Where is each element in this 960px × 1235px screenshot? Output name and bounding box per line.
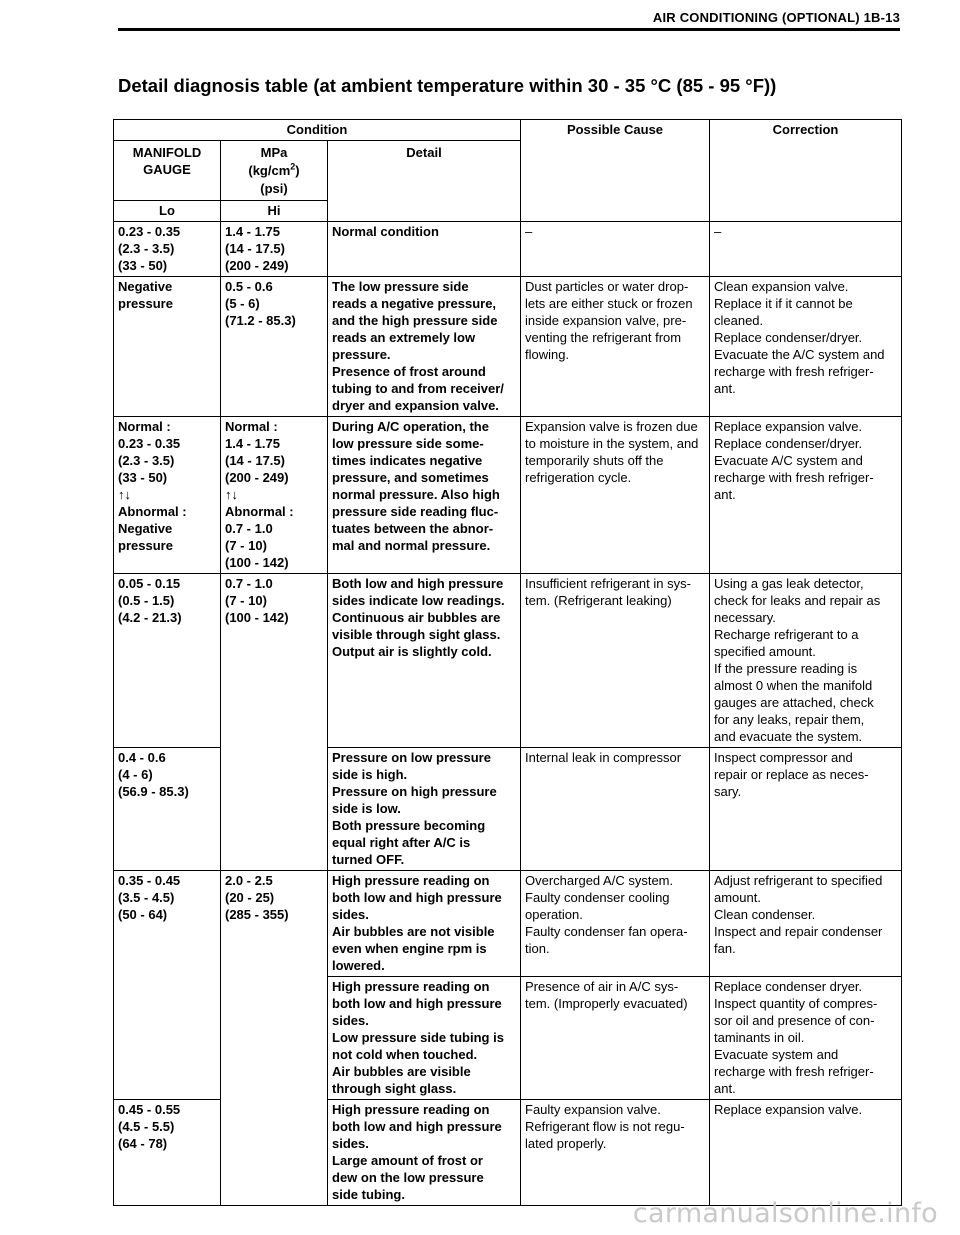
header-psi: (psi) xyxy=(260,181,288,196)
cell-cause: – xyxy=(521,222,710,277)
page-title: Detail diagnosis table (at ambient temperature within 30 - 35 °C (85 - 95 °F)) xyxy=(118,75,777,96)
cell-cause: Presence of air in A/C sys- tem. (Improperly evacuated) xyxy=(521,977,710,1100)
cell-lo: 0.05 - 0.15 (0.5 - 1.5) (4.2 - 21.3) xyxy=(114,574,221,748)
cell-correction: – xyxy=(710,222,902,277)
cell-cause: Dust particles or water drop- lets are either stuck or frozen inside expansion valve, pre- venting the refrigerant from flowing. xyxy=(521,277,710,417)
cell-detail: During A/C operation, the low pressure side some- times indicates negative pressure, and sometimes normal pressure. Also high pressure side reading fluc- tuates between the abnor- mal and normal pressure. xyxy=(328,417,521,574)
header-possible-cause: Possible Cause xyxy=(521,120,710,222)
cell-detail: Both low and high pressure sides indicate low readings. Continuous air bubbles are visible through sight glass. Output air is slightly cold. xyxy=(328,574,521,748)
header-rule xyxy=(118,28,900,31)
page-header: AIR CONDITIONING (OPTIONAL) 1B-13 xyxy=(652,10,900,25)
cell-hi: 0.5 - 0.6 (5 - 6) (71.2 - 85.3) xyxy=(221,277,328,417)
table-row xyxy=(114,574,902,748)
header-kgcm: $(kg/cm^2)$ xyxy=(248,161,300,178)
watermark: carmanualsonline.info xyxy=(632,1198,938,1229)
cell-lo: 0.4 - 0.6 (4 - 6) (56.9 - 85.3) xyxy=(114,748,221,871)
cell-correction: Replace expansion valve. xyxy=(710,1100,902,1206)
table-row xyxy=(114,871,902,977)
cell-correction: Inspect compressor and repair or replace as neces- sary. xyxy=(710,748,902,871)
cell-lo: 0.35 - 0.45 (3.5 - 4.5) (50 - 64) xyxy=(114,871,221,1100)
header-correction: Correction xyxy=(710,120,902,222)
header-mpa-units xyxy=(221,141,328,201)
cell-cause: Internal leak in compressor xyxy=(521,748,710,871)
header-detail: Detail xyxy=(328,141,521,222)
cell-detail: High pressure reading on both low and high pressure sides. Air bubbles are not visible even when engine rpm is lowered. xyxy=(328,871,521,977)
cell-lo: Normal : 0.23 - 0.35 (2.3 - 3.5) (33 - 50) ↑↓ Abnormal : Negative pressure xyxy=(114,417,221,574)
cell-correction: Replace condenser dryer. Inspect quantity of compres- sor oil and presence of con- taminants in oil. Evacuate system and recharge with fresh refriger- ant. xyxy=(710,977,902,1100)
cell-detail: High pressure reading on both low and high pressure sides. Low pressure side tubing is not cold when touched. Air bubbles are visible through sight glass. xyxy=(328,977,521,1100)
cell-correction: Clean expansion valve. Replace it if it cannot be cleaned. Replace condenser/dryer. Evacuate the A/C system and recharge with fresh refriger- ant. xyxy=(710,277,902,417)
cell-cause: Faulty expansion valve. Refrigerant flow is not regu- lated properly. xyxy=(521,1100,710,1206)
cell-hi: 1.4 - 1.75 (14 - 17.5) (200 - 249) xyxy=(221,222,328,277)
header-mpa: MPa xyxy=(260,145,288,160)
header-condition: Condition xyxy=(114,120,521,141)
cell-lo: Negative pressure xyxy=(114,277,221,417)
diagnosis-table xyxy=(113,119,902,1206)
table-header-row xyxy=(114,120,902,141)
cell-cause: Overcharged A/C system. Faulty condenser cooling operation. Faulty condenser fan opera- tion. xyxy=(521,871,710,977)
cell-correction: Using a gas leak detector, check for leaks and repair as necessary. Recharge refrigerant to a specified amount. If the pressure reading is almost 0 when the manifold gauges are attached, check for any leaks, repair them, and evacuate the system. xyxy=(710,574,902,748)
cell-correction: Adjust refrigerant to specified amount. Clean condenser. Inspect and repair condenser fan. xyxy=(710,871,902,977)
table-row xyxy=(114,417,902,574)
cell-detail: Pressure on low pressure side is high. Pressure on high pressure side is low. Both pressure becoming equal right after A/C is turned OFF. xyxy=(328,748,521,871)
cell-lo: 0.45 - 0.55 (4.5 - 5.5) (64 - 78) xyxy=(114,1100,221,1206)
table-row xyxy=(114,222,902,277)
cell-hi: Normal : 1.4 - 1.75 (14 - 17.5) (200 - 249) ↑↓ Abnormal : 0.7 - 1.0 (7 - 10) (100 - 142) xyxy=(221,417,328,574)
cell-lo: 0.23 - 0.35 (2.3 - 3.5) (33 - 50) xyxy=(114,222,221,277)
cell-cause: Expansion valve is frozen due to moisture in the system, and temporarily shuts off the refrigeration cycle. xyxy=(521,417,710,574)
cell-hi: 0.7 - 1.0 (7 - 10) (100 - 142) xyxy=(221,574,328,871)
cell-detail: High pressure reading on both low and high pressure sides. Large amount of frost or dew on the low pressure side tubing. xyxy=(328,1100,521,1206)
cell-correction: Replace expansion valve. Replace condenser/dryer. Evacuate A/C system and recharge with fresh refriger- ant. xyxy=(710,417,902,574)
cell-hi: 2.0 - 2.5 (20 - 25) (285 - 355) xyxy=(221,871,328,1206)
header-hi: Hi xyxy=(221,201,328,222)
header-lo: Lo xyxy=(114,201,221,222)
cell-cause: Insufficient refrigerant in sys- tem. (Refrigerant leaking) xyxy=(521,574,710,748)
table-row xyxy=(114,277,902,417)
header-manifold-gauge: MANIFOLD GAUGE xyxy=(114,141,221,201)
cell-detail: The low pressure side reads a negative pressure, and the high pressure side reads an extremely low pressure. Presence of frost around tubing to and from receiver/ dryer and expansion valve. xyxy=(328,277,521,417)
cell-detail: Normal condition xyxy=(328,222,521,277)
